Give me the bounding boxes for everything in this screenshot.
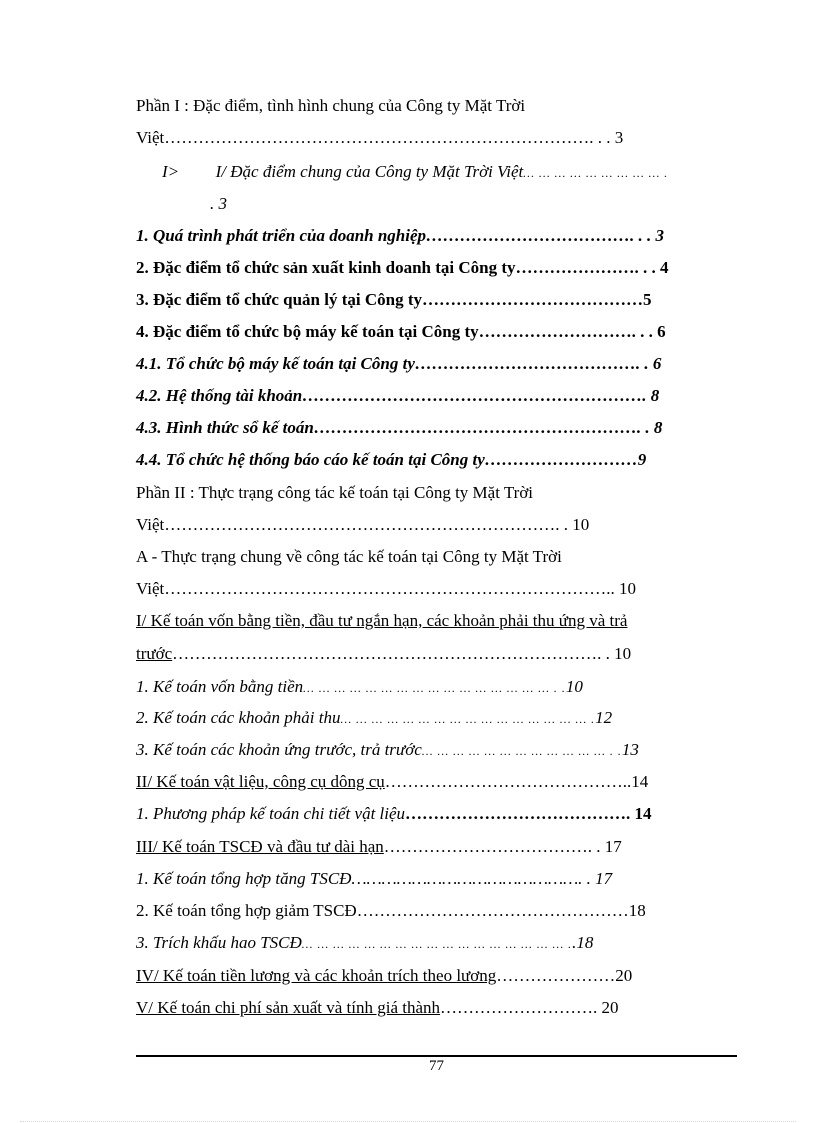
toc-entry-3: 3. Đặc điểm tổ chức quản lý tại Công ty…………………………………5: [136, 290, 652, 309]
toc-entry-1: 1. Quá trình phát triển của doanh nghiệp………………………………. . . 3: [136, 226, 665, 245]
toc-entry-page: 10: [565, 677, 583, 696]
toc-entry-dots: ……………………………………..14: [384, 772, 649, 791]
toc-entry-2-1: [136, 804, 652, 824]
toc-entry-dots: … … … … … … … … … … … … . .: [421, 744, 622, 758]
toc-entry-part-1-line-1: Phần I : Đặc điểm, tình hình chung của Công ty Mặt Trời: [136, 96, 526, 115]
toc-entry-4-4: 4.4. Tổ chức hệ thống báo cáo kế toán tại Công ty………………………9: [136, 450, 647, 469]
footer-divider: [136, 1055, 737, 1057]
toc-entry-dots: ………………………………. . 17: [383, 837, 622, 856]
toc-entry-text: I/ Đặc điểm chung của Công ty Mặt Trời Việt: [215, 162, 524, 181]
toc-entry-section-1-page: . 3: [210, 194, 227, 213]
toc-entry-4: 4. Đặc điểm tổ chức bộ máy kế toán tại Công ty………………………. . . 6: [136, 322, 666, 341]
toc-entry-page: 13: [621, 740, 639, 759]
toc-entry-1-3: [136, 740, 639, 761]
toc-entry-2: 2. Đặc điểm tổ chức sản xuất kinh doanh tại Công ty…………………. . . 4: [136, 258, 669, 277]
toc-entry-4-3: 4.3. Hình thức sổ kế toán…………………………………………………. . 8: [136, 418, 663, 437]
toc-entry-text: 3. Trích khấu hao TSCĐ: [136, 933, 302, 952]
toc-link-section-1[interactable]: I/ Kế toán vốn bằng tiền, đầu tư ngắn hạn, các khoản phải thu ứng và trả: [136, 611, 628, 630]
toc-link-section-3[interactable]: III/ Kế toán TSCĐ và đầu tư dài hạn: [136, 837, 384, 856]
toc-entry-a-line-1: A - Thực trạng chung về công tác kế toán tại Công ty Mặt Trời: [136, 547, 562, 566]
toc-entry-part-2-line-2: Việt……………………………………………………………. . 10: [136, 515, 590, 534]
toc-link-section-5[interactable]: V/ Kế toán chi phí sản xuất và tính giá thành: [136, 998, 441, 1017]
toc-entry-dots: …………………………………. 14: [405, 804, 652, 823]
toc-entry-1-1: [136, 677, 583, 698]
toc-entry-dots: … … … … … … … … … .: [523, 166, 669, 180]
toc-entry-text: 1. Kế toán vốn bằng tiền: [136, 677, 304, 696]
toc-link-section-4[interactable]: IV/ Kế toán tiền lương và các khoản trích theo lương: [136, 966, 497, 985]
toc-entry-3-1: 1. Kế toán tổng hợp tăng TSCĐ………………………………………. . 17: [136, 869, 613, 888]
toc-entry-3-2: 2. Kế toán tổng hợp giảm TSCĐ…………………………………………18: [136, 901, 646, 920]
toc-entry-dots: …………………20: [496, 966, 633, 985]
toc-entry-section-1-cont: [136, 644, 631, 664]
toc-link-section-1-cont[interactable]: trước: [136, 644, 173, 663]
toc-entry-a-line-2: Việt…………………………………………………………………….. 10: [136, 579, 636, 598]
toc-entry-dots: … … … … … … … … … … … … … … … … … .: [301, 937, 573, 951]
toc-entry-4-1: 4.1. Tổ chức bộ máy kế toán tại Công ty…………………………………. . 6: [136, 354, 662, 373]
toc-entry-4-2: 4.2. Hệ thống tài khoản……………………………………………………. 8: [136, 386, 660, 405]
toc-entry-3-3: [136, 933, 593, 954]
toc-entry-section-1-part-1: [162, 162, 668, 183]
toc-link-section-2[interactable]: II/ Kế toán vật liệu, công cụ dông cụ: [136, 772, 385, 791]
toc-entry-page: 12: [595, 708, 613, 727]
toc-entry-section-3: [136, 837, 622, 857]
toc-entry-part-2-line-1: Phần II : Thực trạng công tác kế toán tại Công ty Mặt Trời: [136, 483, 534, 502]
toc-entry-section-2: [136, 772, 648, 792]
toc-entry-dots: … … … … … … … … … … … … … … … … .: [340, 712, 596, 726]
toc-entry-dots: ………………………. 20: [440, 998, 619, 1017]
toc-entry-1-2: [136, 708, 612, 729]
toc-entry-section-5: [136, 998, 619, 1018]
toc-entry-section-4: [136, 966, 632, 986]
toc-entry-dots: …………………………………………………………………. . 10: [172, 644, 632, 663]
toc-entry-dots: … … … … … … … … … … … … … … … … . .: [303, 681, 566, 695]
page-number: 77: [429, 1058, 444, 1074]
page-boundary: [20, 1121, 796, 1122]
toc-entry-part-1-line-2: Việt…………………………………………………………………. . . 3: [136, 128, 624, 147]
toc-entry-text: 3. Kế toán các khoản ứng trước, trả trước: [136, 740, 422, 759]
list-marker: I>: [162, 162, 180, 181]
toc-entry-page: .18: [572, 933, 594, 952]
toc-entry-text: 2. Kế toán các khoản phải thu: [136, 708, 341, 727]
toc-entry-text: 1. Phương pháp kế toán chi tiết vật liệu: [136, 804, 406, 823]
